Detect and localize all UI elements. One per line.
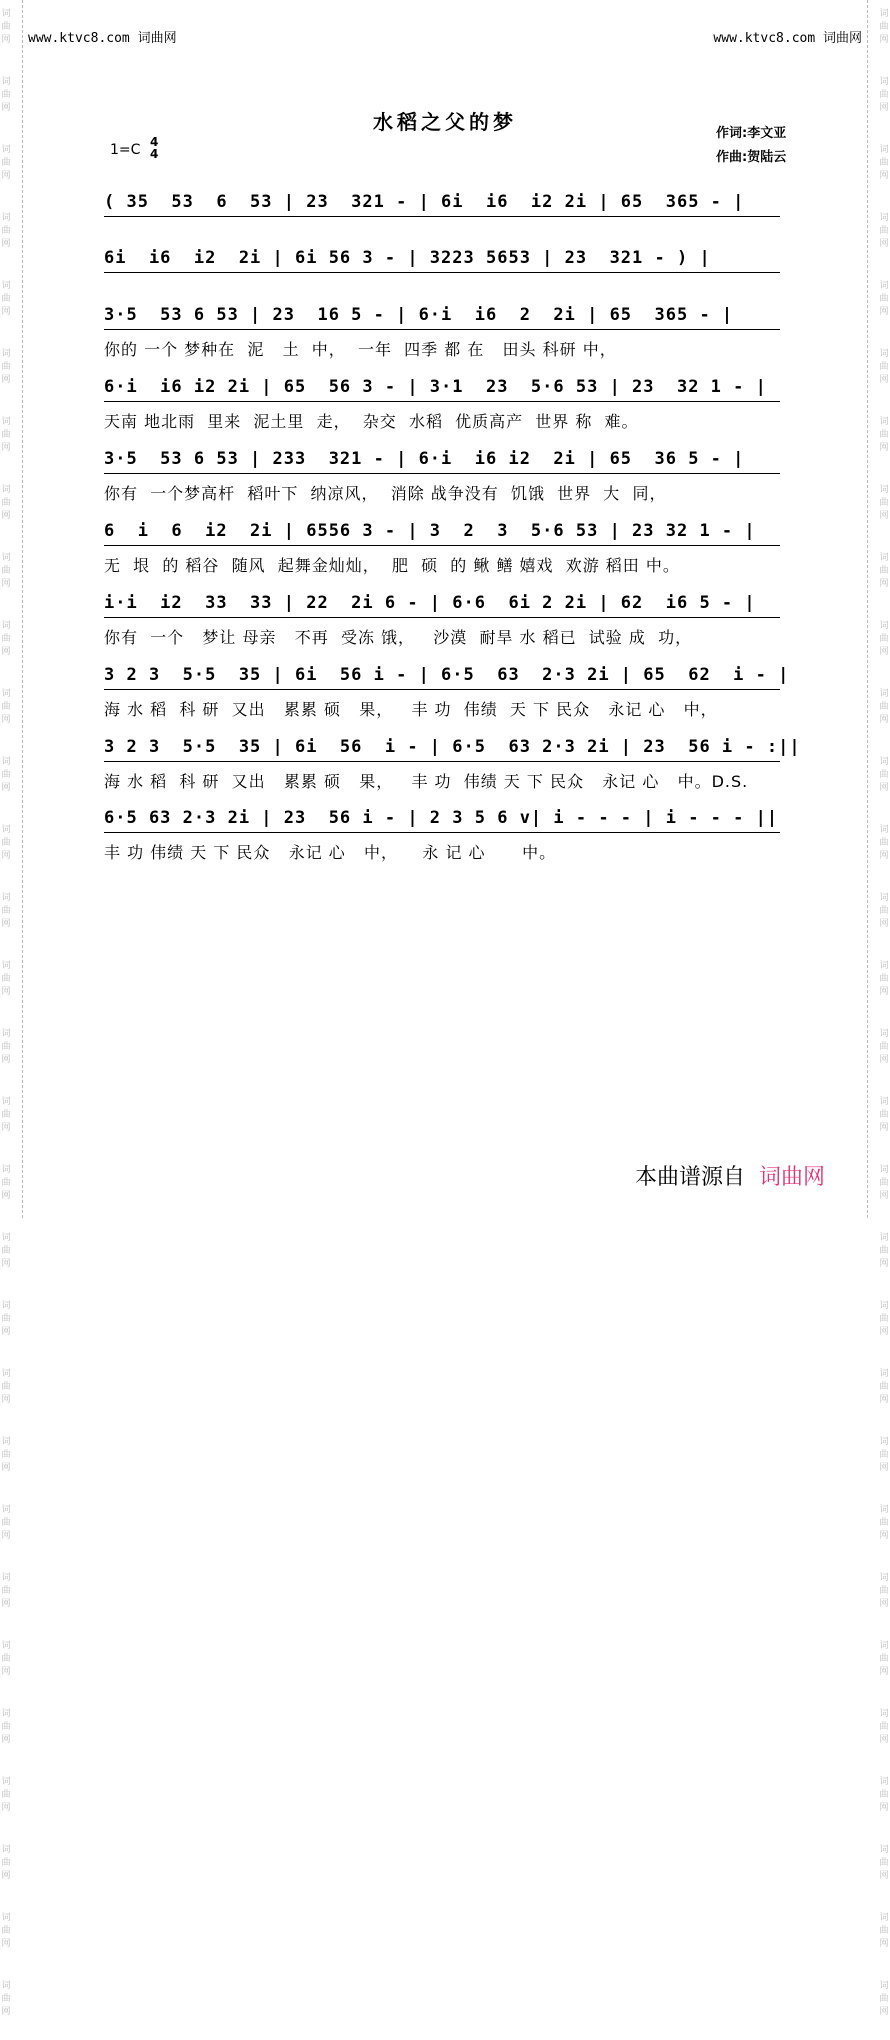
footer-source [635,1160,825,1191]
staff-lyric: 丰 功 伟绩 天 下 民众 永记 心 中， 永 记 心 中。 [104,843,557,862]
beam-underline [104,689,780,690]
staff-notes: 3·5 53 6 53 | 23 16 5 - | 6·i i6 2 2i | 65 365 - | [104,305,734,325]
footer-brand: 词曲网 [759,1165,826,1190]
song-title: 水稻之父的梦 [373,110,517,134]
footer-text: 本曲谱源自 [635,1165,746,1190]
staff-notes: ( 35 53 6 53 | 23 321 - | 6i i6 i2 2i | 65 365 - | [104,192,745,212]
staff-lyric: 你有 一个梦高杆 稻叶下 纳凉风， 消除 战争没有 饥饿 世界 大 同， [104,484,667,503]
staff-notes: 6i i6 i2 2i | 6i 56 3 - | 3223 5653 | 23 321 - ) | [104,248,711,268]
edge-watermark-left: 词 曲 网 词 曲 网 词 曲 网 词 曲 网 词 曲 网 词 曲 网 词 曲 网 词 曲 网 词 曲 网 词 曲 网 词 曲 网 词 曲 网 词 曲 网 词 曲 网 词 曲 网 词 曲 网 词 曲 网 词 曲 网 词 曲 网 词 曲 网 词 曲 网 词 曲 网 词 曲 网 词 曲 网 词 曲 网 词 曲 网 词 曲 网 词 曲 网 词 曲 网 词 曲 网 [1,9,11,2017]
beam-underline [104,545,780,546]
beam-underline [104,832,780,833]
beam-underline [104,329,780,330]
time-signature-bottom: 4 [150,147,159,161]
staff-lyric: 无 垠 的 稻谷 随风 起舞金灿灿， 肥 硕 的 鳅 鳝 嬉戏 欢游 稻田 中。 [104,556,680,575]
staff-notes: 6·i i6 i2 2i | 65 56 3 - | 3·1 23 5·6 53 | 23 32 1 - | [104,377,767,397]
site-url-left: www.ktvc8.com 词曲网 [28,31,177,46]
site-url-right: www.ktvc8.com 词曲网 [713,31,862,46]
staff-notes: 3 2 3 5·5 35 | 6i 56 i - | 6·5 63 2·3 2i | 65 62 i - | [104,665,790,685]
time-signature [150,136,158,160]
staff-lyric: 你有 一个 梦让 母亲 不再 受冻 饿， 沙漠 耐旱 水 稻已 试验 成 功， [104,628,693,647]
composer-credit: 作曲:贺陆云 [716,150,787,165]
staff-notes: i·i i2 33 33 | 22 2i 6 - | 6·6 6i 2 2i | 62 i6 5 - | [104,593,756,613]
beam-underline [104,473,780,474]
beam-underline [104,401,780,402]
beam-underline [104,272,780,273]
beam-underline [104,216,780,217]
staff-lyric: 海 水 稻 科 研 又出 累累 硕 果， 丰 功 伟绩 天 下 民众 永记 心 中， [104,700,718,719]
staff-lyric: 你的 一个 梦种在 泥 土 中， 一年 四季 都 在 田头 科研 中， [104,340,617,359]
lyricist-credit: 作词:李文亚 [716,126,787,141]
time-signature-top: 4 [150,135,159,149]
staff-lyric: 海 水 稻 科 研 又出 累累 硕 果， 丰 功 伟绩 天 下 民众 永记 心 中。D.S. [104,772,749,791]
staff-notes: 3·5 53 6 53 | 233 321 - | 6·i i6 i2 2i | 65 36 5 - | [104,449,745,469]
staff-notes: 6·5 63 2·3 2i | 23 56 i - | 2 3 5 6 v| i - - - | i - - - || [104,808,779,828]
staff-notes: 6 i 6 i2 2i | 6556 3 - | 3 2 3 5·6 53 | 23 32 1 - | [104,521,756,541]
key-signature: 1=C [110,142,141,158]
edge-watermark-right: 词 曲 网 词 曲 网 词 曲 网 词 曲 网 词 曲 网 词 曲 网 词 曲 网 词 曲 网 词 曲 网 词 曲 网 词 曲 网 词 曲 网 词 曲 网 词 曲 网 词 曲 网 词 曲 网 词 曲 网 词 曲 网 词 曲 网 词 曲 网 词 曲 网 词 曲 网 词 曲 网 词 曲 网 词 曲 网 词 曲 网 词 曲 网 词 曲 网 词 曲 网 词 曲 网 [879,9,889,2017]
beam-underline [104,761,780,762]
staff-lyric: 天南 地北雨 里来 泥土里 走， 杂交 水稻 优质高产 世界 称 难。 [104,412,639,431]
staff-notes: 3 2 3 5·5 35 | 6i 56 i - | 6·5 63 2·3 2i | 23 56 i - :|| [104,737,801,757]
beam-underline [104,617,780,618]
